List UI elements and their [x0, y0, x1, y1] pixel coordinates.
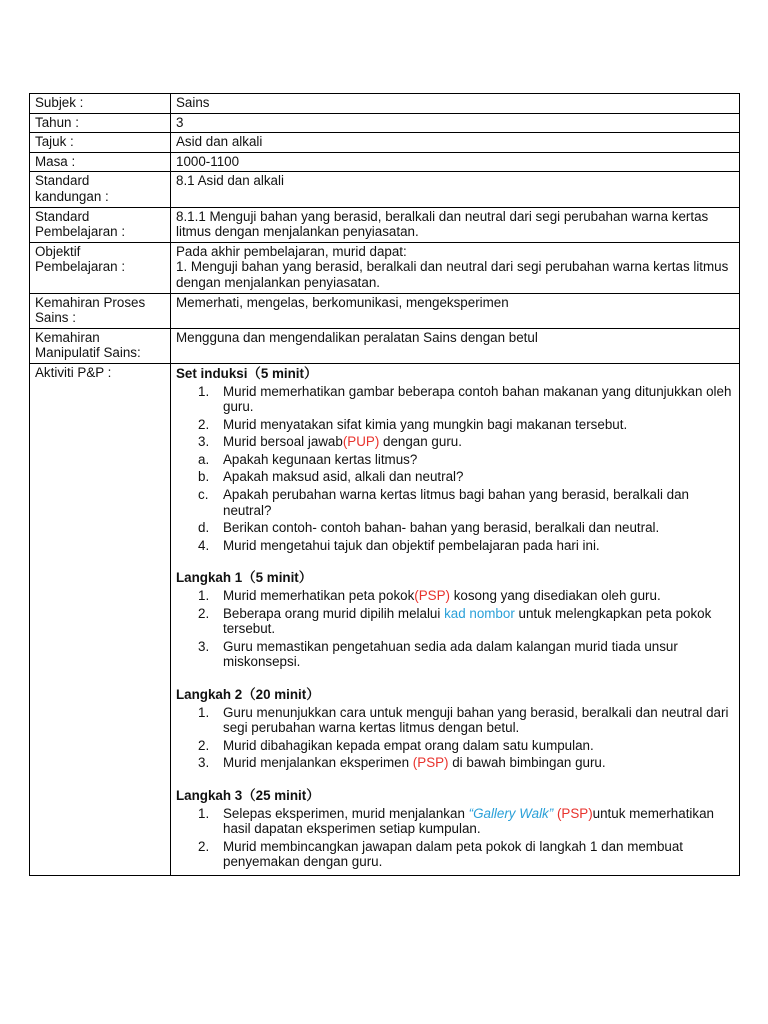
item-text: Murid mengetahui tajuk dan objektif pembelajaran pada hari ini. — [223, 537, 600, 553]
list-item — [176, 705, 734, 736]
list-item — [176, 839, 734, 870]
row-standard-kandungan — [30, 172, 740, 207]
list-marker: 2. — [198, 737, 210, 753]
section-list — [176, 806, 734, 870]
row-value: Pada akhir pembelajaran, murid dapat: 1. Menguji bahan yang berasid, beralkali dan neutral dari segi perubahan warna kertas litmus dengan menjalankan penyiasatan. — [171, 242, 740, 293]
row-kemahiran-proses-sains — [30, 293, 740, 328]
section-title: Langkah 3（25 minit） — [176, 787, 320, 803]
item-text: Murid bersoal jawab — [223, 434, 343, 450]
section-title: Langkah 2（20 minit） — [176, 687, 320, 702]
code-tag: (PSP) — [412, 755, 449, 771]
list-item — [176, 806, 734, 837]
item-text: Murid menjalankan eksperimen — [223, 755, 413, 771]
activity-section — [176, 788, 734, 870]
item-text: untuk melengkapkan peta pokok tersebut. — [223, 605, 712, 637]
list-marker: b. — [198, 469, 210, 485]
highlight-text: “Gallery Walk” — [468, 805, 554, 821]
row-label: Aktiviti P&P : — [30, 363, 171, 875]
row-label: Masa : — [30, 152, 171, 172]
item-text: Murid menyatakan sifat kimia yang mungkin bagi makanan tersebut. — [223, 416, 628, 432]
item-text: Murid dibahagikan kepada empat orang dalam satu kumpulan. — [223, 737, 594, 753]
list-item — [176, 520, 734, 536]
list-marker: 1. — [198, 588, 210, 604]
list-item — [176, 469, 734, 485]
row-label: Tahun : — [30, 113, 171, 133]
list-marker: d. — [198, 520, 210, 536]
item-text: Murid memerhatikan peta pokok — [223, 588, 415, 604]
item-text: Apakah maksud asid, alkali dan neutral? — [223, 469, 464, 485]
list-marker: 3. — [198, 638, 210, 654]
item-text: untuk memerhatikan hasil dapatan eksperimen setiap kumpulan. — [223, 805, 714, 837]
list-item — [176, 434, 734, 450]
row-label: Tajuk : — [30, 133, 171, 153]
list-marker: 1. — [198, 383, 210, 399]
list-marker: c. — [198, 487, 209, 503]
item-text: kosong yang disediakan oleh guru. — [450, 588, 661, 604]
code-tag: (PSP) — [414, 588, 450, 604]
list-marker: 2. — [198, 416, 210, 432]
list-item — [176, 738, 734, 754]
row-label: Kemahiran Proses Sains : — [30, 293, 171, 328]
list-item — [176, 606, 734, 637]
activity-section — [176, 687, 734, 771]
item-text: dengan guru. — [379, 434, 462, 450]
row-standard-pembelajaran — [30, 207, 740, 242]
list-item — [176, 588, 734, 604]
item-text: Beberapa orang murid dipilih melalui — [223, 605, 445, 621]
list-marker: 2. — [198, 838, 210, 854]
row-value: 3 — [171, 113, 740, 133]
list-marker: 1. — [198, 704, 210, 720]
lesson-plan-body — [30, 94, 740, 876]
list-item — [176, 538, 734, 554]
highlight-text: kad nombor — [444, 605, 515, 621]
row-label: Standard kandungan : — [30, 172, 171, 207]
list-item — [176, 452, 734, 468]
list-marker: 3. — [198, 434, 210, 450]
item-text: Guru memastikan pengetahuan sedia ada dalam kalangan murid tiada unsur miskonsepsi. — [223, 638, 678, 670]
row-label: Kemahiran Manipulatif Sains: — [30, 328, 171, 363]
list-item — [176, 417, 734, 433]
list-marker: 2. — [198, 605, 210, 621]
row-value: 8.1.1 Menguji bahan yang berasid, beralkali dan neutral dari segi perubahan warna kertas litmus dengan menjalankan penyiasatan. — [171, 207, 740, 242]
list-marker: 3. — [198, 755, 210, 771]
row-kemahiran-manipulatif — [30, 328, 740, 363]
item-text: Selepas eksperimen, murid menjalankan — [223, 805, 469, 821]
section-list — [176, 384, 734, 554]
item-text: di bawah bimbingan guru. — [448, 755, 606, 771]
row-value: Mengguna dan mengendalikan peralatan Sains dengan betul — [171, 328, 740, 363]
row-masa — [30, 152, 740, 172]
list-item — [176, 755, 734, 771]
row-value: 1000-1100 — [171, 152, 740, 172]
list-marker: a. — [198, 451, 210, 467]
row-label: Subjek : — [30, 94, 171, 114]
row-value: 8.1 Asid dan alkali — [171, 172, 740, 207]
row-tahun — [30, 113, 740, 133]
item-text: Apakah perubahan warna kertas litmus bagi bahan yang berasid, beralkali dan neutral? — [223, 487, 689, 518]
row-aktiviti — [30, 363, 740, 875]
section-list — [176, 705, 734, 771]
section-title: Langkah 1（5 minit） — [176, 570, 313, 586]
item-text: Apakah kegunaan kertas litmus? — [223, 451, 418, 467]
row-tajuk — [30, 133, 740, 153]
row-label: Objektif Pembelajaran : — [30, 242, 171, 293]
code-tag: (PUP) — [342, 434, 380, 450]
list-marker: 4. — [198, 537, 210, 553]
row-objektif-pembelajaran — [30, 242, 740, 293]
activity-section — [176, 366, 734, 554]
lesson-plan-table — [29, 93, 740, 876]
row-label: Standard Pembelajaran : — [30, 207, 171, 242]
code-tag: (PSP) — [556, 805, 593, 821]
list-marker: 1. — [198, 805, 210, 821]
row-subjek — [30, 94, 740, 114]
item-text: Berikan contoh- contoh bahan- bahan yang berasid, beralkali dan neutral. — [223, 520, 660, 536]
section-title: Set induksi（5 minit） — [176, 365, 318, 381]
section-list — [176, 588, 734, 670]
list-item — [176, 384, 734, 415]
activity-content — [171, 363, 740, 875]
row-value: Sains — [171, 94, 740, 114]
item-text: Murid membincangkan jawapan dalam peta pokok di langkah 1 dan membuat penyemakan dengan guru. — [223, 838, 684, 870]
item-text: Guru menunjukkan cara untuk menguji bahan yang berasid, beralkali dan neutral dari segi perubahan warna kertas litmus dengan betul. — [223, 704, 729, 736]
list-item — [176, 639, 734, 670]
row-value: Memerhati, mengelas, berkomunikasi, mengeksperimen — [171, 293, 740, 328]
activity-section — [176, 570, 734, 670]
list-item — [176, 487, 734, 518]
row-value: Asid dan alkali — [171, 133, 740, 153]
item-text: Murid memerhatikan gambar beberapa contoh bahan makanan yang ditunjukkan oleh guru. — [223, 383, 732, 415]
